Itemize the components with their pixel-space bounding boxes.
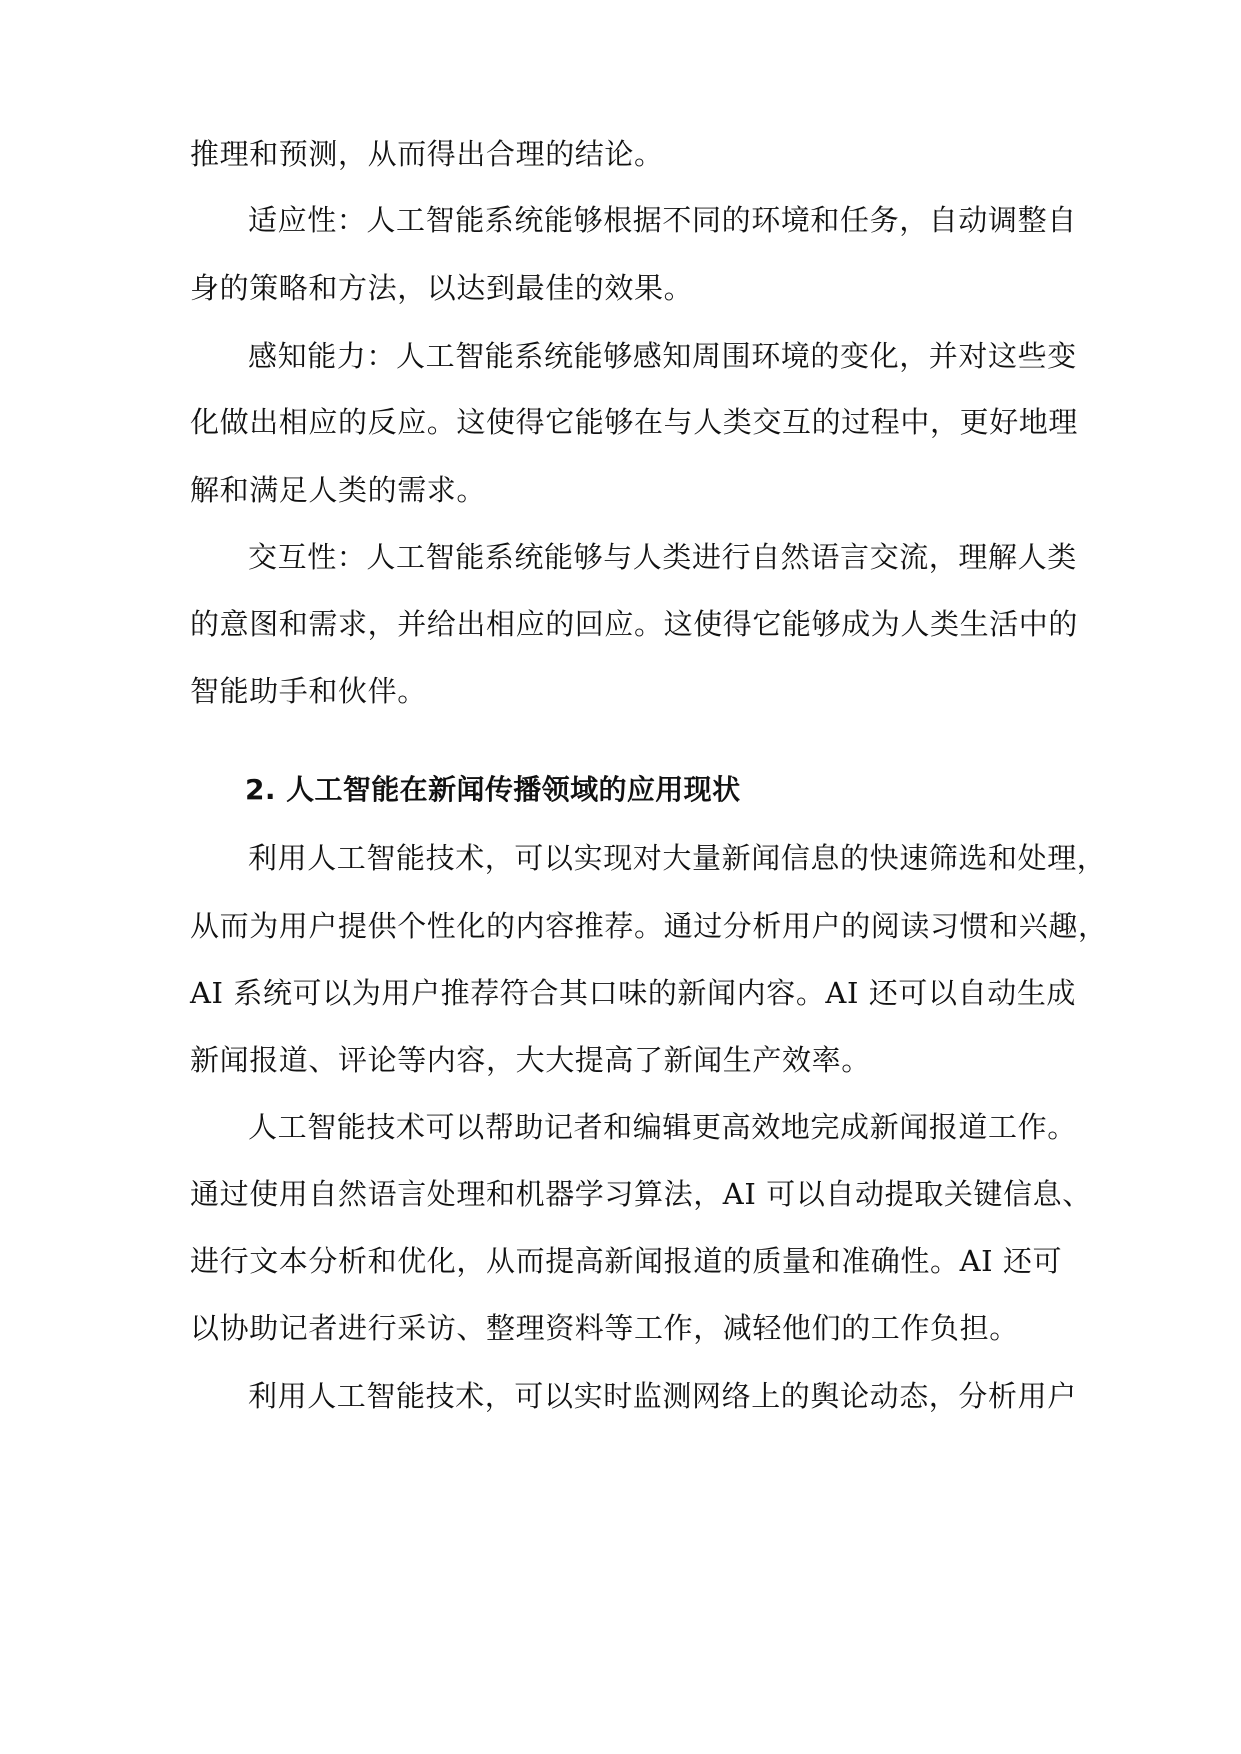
text-line: AI 系统可以为用户推荐符合其口味的新闻内容。AI 还可以自动生成 (190, 976, 1077, 1010)
text-line: 以协助记者进行采访、整理资料等工作，减轻他们的工作负担。 (190, 1311, 1019, 1345)
text-line: 身的策略和方法，以达到最佳的效果。 (190, 271, 694, 305)
text-line: 进行文本分析和优化，从而提高新闻报道的质量和准确性。AI 还可 (190, 1244, 1063, 1278)
text-line: 从而为用户提供个性化的内容推荐。通过分析用户的阅读习惯和兴趣， (190, 909, 1108, 943)
text-line: 感知能力：人工智能系统能够感知周围环境的变化，并对这些变 (248, 339, 1077, 373)
text-line: 的意图和需求，并给出相应的回应。这使得它能够成为人类生活中的 (190, 607, 1079, 641)
text-line: 化做出相应的反应。这使得它能够在与人类交互的过程中，更好地理 (190, 405, 1079, 439)
text-line: 解和满足人类的需求。 (190, 473, 487, 507)
text-line: 智能助手和伙伴。 (190, 674, 427, 708)
section-heading: 2. 人工智能在新闻传播领域的应用现状 (245, 773, 741, 806)
text-line: 利用人工智能技术，可以实时监测网络上的舆论动态，分析用户 (248, 1379, 1077, 1413)
text-line: 利用人工智能技术，可以实现对大量新闻信息的快速筛选和处理， (248, 841, 1107, 875)
text-line: 新闻报道、评论等内容，大大提高了新闻生产效率。 (190, 1043, 871, 1077)
text-line: 推理和预测，从而得出合理的结论。 (190, 137, 664, 171)
text-line: 适应性：人工智能系统能够根据不同的环境和任务，自动调整自 (248, 203, 1077, 237)
text-line: 交互性：人工智能系统能够与人类进行自然语言交流，理解人类 (248, 540, 1077, 574)
text-line: 通过使用自然语言处理和机器学习算法，AI 可以自动提取关键信息、 (190, 1177, 1092, 1211)
text-line: 人工智能技术可以帮助记者和编辑更高效地完成新闻报道工作。 (248, 1110, 1077, 1144)
